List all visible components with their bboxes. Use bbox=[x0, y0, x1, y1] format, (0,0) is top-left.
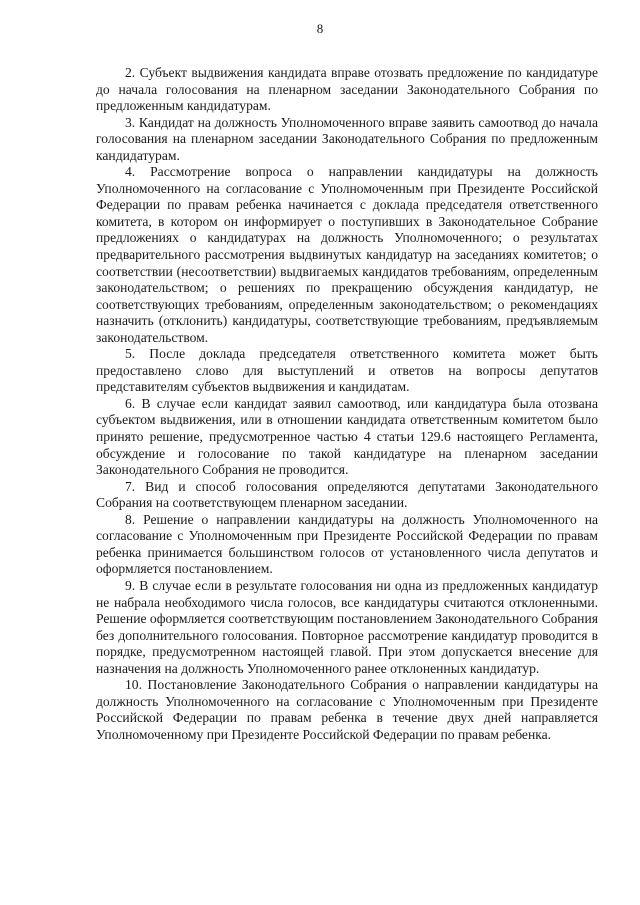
page-number: 8 bbox=[316, 21, 324, 36]
paragraph-4: 4. Рассмотрение вопроса о направлении кандидатуры на должность Уполномоченного на согласование с Уполномоченным при Президенте Российской Федерации по правам ребенка начинается с доклада председателя ответственного комитета, в котором он информирует о поступивших в Законодательное Собрание предложениях о кандидатурах на должность Уполномоченного; о результатах предварительного рассмотрения выдвинутых кандидатур на заседаниях комитетов; о соответствии (несоответствии) выдвигаемых кандидатов требованиям, определенным законодательством; о решениях по прекращению обсуждения кандидатур, не соответствующих требованиям, определенным законодательством; о рекомендациях назначить (отклонить) кандидатуры, соответствующие требованиям, предъявляемым законодательством. bbox=[96, 164, 598, 345]
paragraph-7: 7. Вид и способ голосования определяются депутатами Законодательного Собрания на соответствующем пленарном заседании. bbox=[96, 478, 598, 511]
paragraph-10: 10. Постановление Законодательного Собрания о направлении кандидатуры на должность Уполномоченного на согласование с Уполномоченным при Президенте Российской Федерации по правам ребенка в течение двух дней направляется Уполномоченному при Президенте Российской Федерации по правам ребенка. bbox=[96, 677, 598, 742]
document-body bbox=[96, 65, 598, 743]
paragraph-6: 6. В случае если кандидат заявил самоотвод, или кандидатура была отозвана субъектом выдвижения, или в отношении кандидата ответственным комитетом было принято решение, предусмотренное частью 4 статьи 129.6 настоящего Регламента, обсуждение и голосование по такой кандидатуре на пленарном заседании Законодательного Собрания не проводится. bbox=[96, 395, 598, 478]
paragraph-2: 2. Субъект выдвижения кандидата вправе отозвать предложение по кандидатуре до начала голосования на пленарном заседании Законодательного Собрания по предложенным кандидатурам. bbox=[96, 65, 598, 114]
paragraph-9: 9. В случае если в результате голосования ни одна из предложенных кандидатур не набрала необходимого числа голосов, все кандидатуры считаются отклоненными. Решение оформляется соответствующим постановлением Законодательного Собрания без дополнительного голосования. Повторное рассмотрение кандидатур проводится в порядке, предусмотренном настоящей главой. При этом допускается внесение для назначения на должность Уполномоченного ранее отклоненных кандидатур. bbox=[96, 577, 598, 676]
paragraph-8: 8. Решение о направлении кандидатуры на должность Уполномоченного на согласование с Уполномоченным при Президенте Российской Федерации по правам ребенка принимается большинством голосов от установленного числа депутатов и оформляется постановлением. bbox=[96, 511, 598, 577]
paragraph-3: 3. Кандидат на должность Уполномоченного вправе заявить самоотвод до начала голосования на пленарном заседании Законодательного Собрания по предложенным кандидатурам. bbox=[96, 114, 598, 163]
paragraph-5: 5. После доклада председателя ответственного комитета может быть предоставлено слово для выступлений и ответов на вопросы депутатов представителям субъектов выдвижения и кандидатам. bbox=[96, 346, 598, 395]
